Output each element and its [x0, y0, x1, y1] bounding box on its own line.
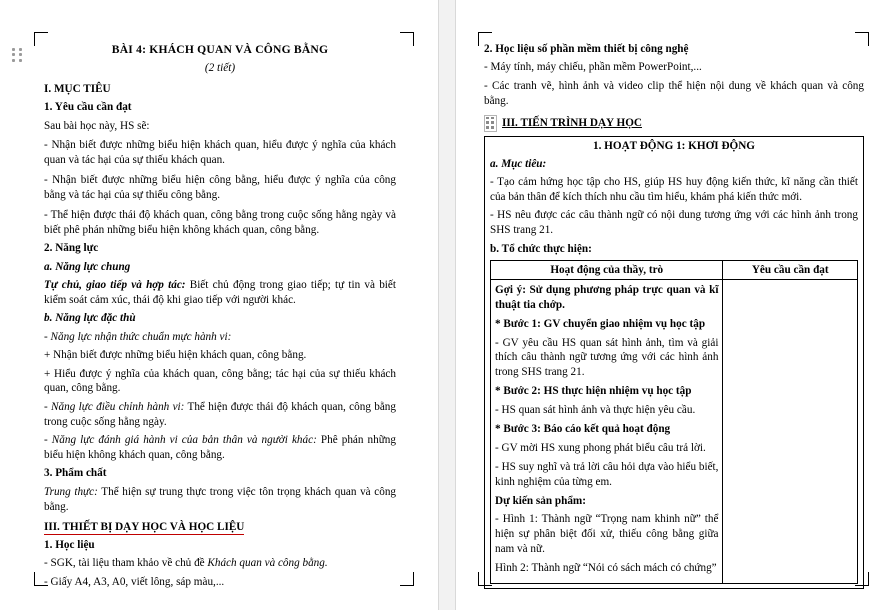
- cell-buoc-1-title: * Bước 1: GV chuyển giao nhiệm vụ học tập: [495, 317, 706, 330]
- para-giay-a4: - Giấy A4, A3, A0, viết lông, sáp màu,...: [44, 575, 225, 588]
- para-tu-chu-rest: Biết chủ động trong giao tiếp; tự tin và biết kiểm soát cảm xúc, thái độ khi giao tiếp với người khác.: [44, 279, 396, 306]
- crop-mark-top-right: [400, 32, 414, 46]
- para-nhan-thuc-chuan-muc: - Năng lực nhận thức chuẩn mực hành vi:: [44, 330, 232, 343]
- heading-hoc-lieu: 1. Học liệu: [44, 538, 95, 551]
- para-danh-gia-rest: Phê phán những biểu hiện không khách quan, công bằng.: [44, 434, 396, 461]
- page-right: [456, 0, 893, 610]
- activity-heading: 1. HOẠT ĐỘNG 1: KHƠI ĐỘNG: [592, 139, 756, 152]
- activity-muc-tieu-item-2: - HS nêu được các câu thành ngữ có nội dung tương ứng với các hình ảnh trong SHS trang 21.: [490, 209, 858, 237]
- cell-hinh-1: - Hình 1: Thành ngữ “Trọng nam khinh nữ” thể hiện sự phân biệt đối xử, thiếu công bằng giữa nam và nữ.: [495, 513, 719, 556]
- page-gutter: [438, 0, 456, 610]
- para-tu-chu-lead: Tự chủ, giao tiếp và hợp tác:: [44, 279, 186, 292]
- para-nhan-biet-khach-quan: - Nhận biết được những biểu hiện khách quan, hiểu được ý nghĩa của khách quan và tác hại của sự thiếu khách quan.: [44, 139, 396, 167]
- para-sgk: [44, 556, 396, 571]
- para-sau-bai-hoc: Sau bài học này, HS sẽ:: [44, 119, 150, 132]
- table-header-yeu-cau: Yêu cầu cần đạt: [723, 260, 858, 279]
- para-sgk-rest: Khách quan và công bằng.: [207, 557, 328, 570]
- activity-muc-tieu-item-1: - Tạo cảm hứng học tập cho HS, giúp HS huy động kiến thức, kĩ năng cần thiết của bản thân để kích thích nhu cầu tìm hiểu, khám phá kiến thức mới.: [490, 175, 858, 203]
- para-trung-thuc: [44, 485, 396, 515]
- para-trung-thuc-lead: Trung thực:: [44, 485, 98, 498]
- heading-thiet-bi-day-hoc: [44, 520, 396, 535]
- para-trung-thuc-rest: Thể hiện sự trung thực trong việc tôn trọng khách quan và công bằng.: [44, 485, 397, 513]
- cell-buoc-2-body: - HS quan sát hình ảnh và thực hiện yêu cầu.: [495, 404, 696, 417]
- activity-block: [484, 136, 864, 589]
- table-row: [491, 279, 858, 583]
- para-nhan-biet-bieu-hien: + Nhận biết được những biểu hiện khách quan, công bằng.: [44, 349, 307, 362]
- drag-handle-left[interactable]: [12, 48, 23, 62]
- heading-hoc-lieu-so: 2. Học liệu số phần mềm thiết bị công nghệ: [484, 43, 689, 55]
- activity-table: [490, 260, 858, 584]
- heading-pham-chat: 3. Phẩm chất: [44, 467, 107, 480]
- activity-muc-tieu-label: a. Mục tiêu:: [490, 157, 547, 170]
- para-the-hien-thai-do: - Thể hiện được thái độ khách quan, công bằng trong cuộc sống hằng ngày và biết phê phán những biểu hiện không khách quan, công bằng.: [44, 209, 396, 236]
- left-page-content: [44, 42, 396, 593]
- para-sgk-lead: - SGK, tài liệu tham khảo về chủ đề: [44, 557, 208, 570]
- heading-muc-tieu: I. MỤC TIÊU: [44, 82, 111, 95]
- para-hieu-y-nghia: + Hiểu được ý nghĩa của khách quan, công bằng; tác hại của sự thiếu khách quan, công bằng.: [44, 367, 396, 395]
- cell-buoc-3-title: * Bước 3: Báo cáo kết quả hoạt động: [495, 423, 671, 436]
- para-may-tinh: - Máy tính, máy chiếu, phần mềm PowerPoint,...: [484, 61, 702, 74]
- right-page-content: [484, 42, 864, 589]
- table-header-hoat-dong: Hoạt động của thầy, trò: [491, 260, 723, 279]
- cell-hinh-2: Hình 2: Thành ngữ “Nói có sách mách có chứng”: [495, 562, 717, 575]
- heading-nang-luc-dac-thu: b. Năng lực đặc thù: [44, 312, 136, 325]
- heading-tien-trinh-day-hoc: III. TIẾN TRÌNH DẠY HỌC: [502, 117, 642, 130]
- cell-buoc-2-title: * Bước 2: HS thực hiện nhiệm vụ học tập: [495, 385, 692, 398]
- para-tranh-ve: - Các tranh vẽ, hình ảnh và video clip thể hiện nội dung về khách quan và công bằng.: [484, 79, 864, 107]
- document-subtitle: (2 tiết): [204, 61, 236, 74]
- table-cell-hoat-dong: [491, 279, 723, 583]
- tien-trinh-heading-row: [484, 115, 864, 132]
- cell-buoc-3-body-1: - GV mời HS xung phong phát biểu câu trả lời.: [495, 441, 706, 454]
- para-dieu-chinh-hanh-vi: [44, 400, 396, 430]
- para-danh-gia-hanh-vi: [44, 433, 396, 463]
- para-dieu-chinh-rest: Thể hiện được thái độ khách quan, công bằng trong cuộc sống hằng ngày.: [44, 400, 396, 428]
- activity-body: [485, 155, 863, 588]
- activity-to-chuc-label: b. Tổ chức thực hiện:: [490, 242, 592, 255]
- table-header-row: [491, 260, 858, 279]
- drag-handle-icon[interactable]: [484, 115, 497, 132]
- heading-thiet-bi-text: III. THIẾT BỊ DẠY HỌC VÀ HỌC LIỆU: [44, 520, 245, 533]
- cell-goi-y: Gợi ý: Sử dụng phương pháp trực quan và kĩ thuật tia chớp.: [495, 283, 719, 311]
- para-nhan-biet-cong-bang: - Nhận biết được những biểu hiện công bằng, hiểu được ý nghĩa của công bằng và tác hại của sự thiếu công bằng.: [44, 174, 396, 202]
- page-left: [0, 0, 438, 610]
- cell-du-kien-san-pham-label: Dự kiến sản phẩm:: [495, 494, 586, 507]
- para-tu-chu: [44, 278, 396, 308]
- document-title: BÀI 4: KHÁCH QUAN VÀ CÔNG BẰNG: [111, 43, 329, 56]
- crop-mark-bottom-right: [400, 572, 414, 586]
- para-dieu-chinh-lead: - Năng lực điều chỉnh hành vi:: [44, 400, 185, 413]
- para-danh-gia-lead: - Năng lực đánh giá hành vi của bản thân và người khác:: [44, 434, 317, 447]
- heading-yeu-cau-can-dat: 1. Yêu cầu cần đạt: [44, 101, 132, 114]
- cell-buoc-3-body-2: - HS suy nghĩ và trả lời câu hỏi dựa vào hiểu biết, kinh nghiệm của từng em.: [495, 460, 719, 488]
- heading-nang-luc: 2. Năng lực: [44, 242, 99, 255]
- heading-nang-luc-chung: a. Năng lực chung: [44, 260, 131, 273]
- table-cell-yeu-cau: [723, 279, 858, 583]
- cell-buoc-1-body: - GV yêu cầu HS quan sát hình ảnh, tìm và giải thích câu thành ngữ tương ứng với các hình ảnh trong SHS trang 21.: [495, 336, 719, 379]
